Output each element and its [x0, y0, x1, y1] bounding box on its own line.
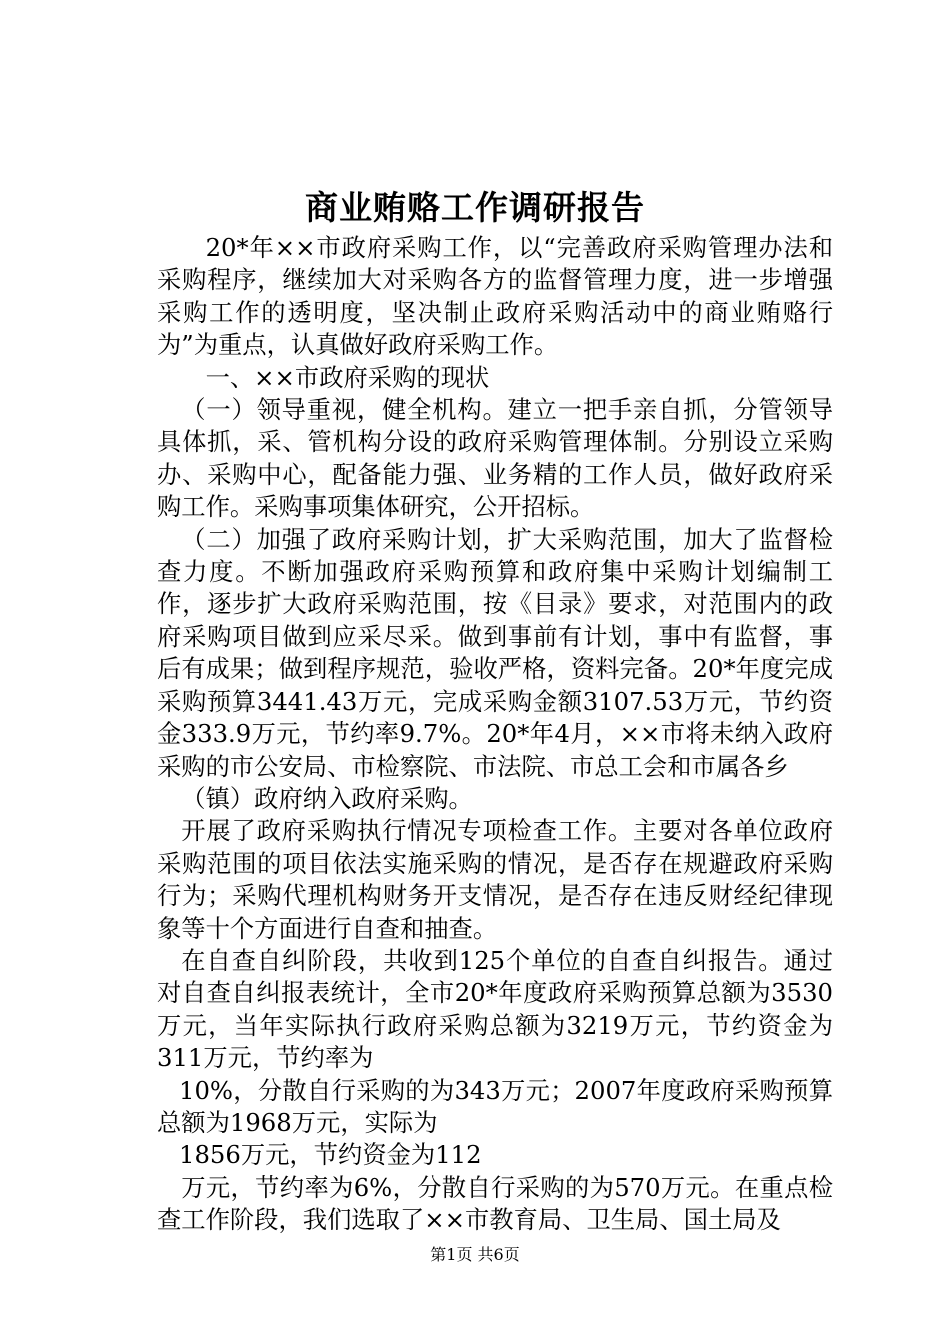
document-title: 商业贿赂工作调研报告	[305, 188, 645, 227]
section-heading-1: 一、××市政府采购的现状	[205, 362, 490, 392]
paragraph-procurement-plan: （二）加强了政府采购计划，扩大采购范围，加大了监督检查力度。不断加强政府采购预算和政府集中采购计划编制工作，逐步扩大政府采购范围，按《目录》要求，对范围内的政府采购项目做到应采尽采。做到事前有计划，事中有监督，事后有成果；做到程序规范，验收严格，资料完备。20*年度完成采购预算3441.43万元，完成采购金额3107.53万元，节约资金333.9万元，节约率9.7%。20*年4月，××市将未纳入政府采购的市公安局、市检察院、市法院、市总工会和市属各乡	[157, 524, 833, 781]
paragraph-rate-10: 10%，分散自行采购的为343万元；2007年度政府采购预算总额为1968万元，实际为	[157, 1075, 833, 1137]
paragraph-inspection: 开展了政府采购执行情况专项检查工作。主要对各单位政府采购范围的项目依法实施采购的情况，是否存在规避政府采购行为；采购代理机构财务开支情况，是否存在违反财经纪律现象等十个方面进行自查和抽查。	[157, 816, 833, 943]
paragraph-key-inspection: 万元，节约率为6%，分散自行采购的为570万元。在重点检查工作阶段，我们选取了××市教育局、卫生局、国土局及	[157, 1172, 833, 1235]
page-footer: 第1页 共6页	[430, 1245, 520, 1264]
paragraph-township: （镇）政府纳入政府采购。	[181, 783, 473, 813]
paragraph-leadership: （一）领导重视，健全机构。建立一把手亲自抓，分管领导具体抓，采、管机构分设的政府采购管理体制。分别设立采购办、采购中心，配备能力强、业务精的工作人员，做好政府采购工作。采购事项集体研究，公开招标。	[157, 395, 833, 522]
paragraph-intro: 20*年××市政府采购工作，以“完善政府采购管理办法和采购程序，继续加大对采购各方的监督管理力度，进一步增强采购工作的透明度，坚决制止政府采购活动中的商业贿赂行为”为重点，认真做好政府采购工作。	[157, 233, 833, 360]
document-body	[157, 232, 833, 1237]
paragraph-self-check: 在自查自纠阶段，共收到125个单位的自查自纠报告。通过对自查自纠报表统计，全市20*年度政府采购预算总额为3530万元，当年实际执行政府采购总额为3219万元，节约资金为311万元，节约率为	[157, 945, 833, 1073]
paragraph-1856: 1856万元，节约资金为112	[179, 1140, 482, 1170]
